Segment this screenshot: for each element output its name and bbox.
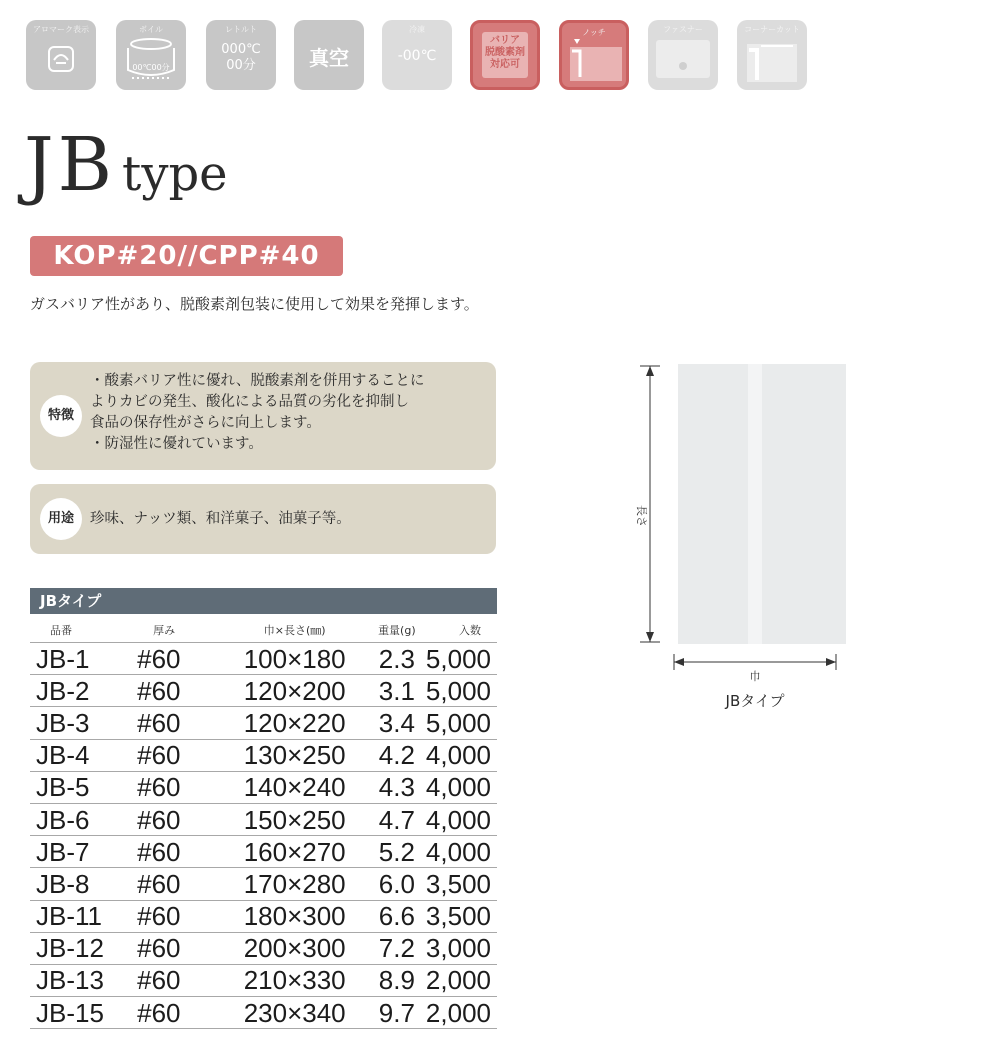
cell-quantity: 4,000	[426, 771, 497, 803]
fastener-icon-caption: ファスナー	[663, 25, 703, 34]
cell-weight: 4.3	[368, 771, 426, 803]
title-main: JB	[24, 122, 117, 208]
cell-size: 140×240	[222, 771, 368, 803]
cell-product-no: JB-1	[30, 643, 137, 675]
table-row	[30, 900, 497, 932]
barrier-icon-text: バリア 脱酸素剤 対応可	[485, 35, 525, 70]
table-row	[30, 675, 497, 707]
aroma-icon	[26, 20, 96, 90]
cell-weight: 7.2	[368, 932, 426, 964]
table-row	[30, 932, 497, 964]
table-row	[30, 771, 497, 803]
cell-quantity: 3,500	[426, 900, 497, 932]
notch-icon-caption: ノッチ	[582, 28, 606, 37]
cell-product-no: JB-13	[30, 964, 137, 996]
cell-thickness: #60	[137, 739, 221, 771]
boil-icon-caption: ボイル	[139, 25, 163, 34]
aroma-symbol-icon	[46, 44, 76, 74]
cell-thickness: #60	[137, 643, 221, 675]
table-row	[30, 707, 497, 739]
spec-table	[30, 618, 497, 1029]
cell-product-no: JB-3	[30, 707, 137, 739]
title-sub: type	[122, 146, 228, 202]
table-row	[30, 739, 497, 771]
fastener-icon	[648, 20, 718, 90]
table-row	[30, 643, 497, 675]
cell-quantity: 5,000	[426, 707, 497, 739]
product-description: ガスバリア性があり、脱酸素剤包装に使用して効果を発揮します。	[30, 295, 479, 313]
diagram-caption: JBタイプ	[725, 692, 785, 710]
freeze-icon-text: -00℃	[397, 48, 437, 64]
table-row	[30, 836, 497, 868]
arrow-right-icon	[826, 658, 836, 666]
cell-size: 170×280	[222, 868, 368, 900]
cell-thickness: #60	[137, 900, 221, 932]
cell-product-no: JB-8	[30, 868, 137, 900]
cell-thickness: #60	[137, 997, 221, 1029]
bag-seam	[748, 364, 762, 644]
features-line: よりカビの発生、酸化による品質の劣化を抑制し	[90, 394, 409, 410]
header-thickness: 厚み	[153, 624, 176, 637]
cell-weight: 6.0	[368, 868, 426, 900]
boil-icon	[116, 20, 186, 90]
cell-weight: 2.3	[368, 643, 426, 675]
corner-cut-bag-icon	[743, 36, 801, 84]
width-label: 巾	[749, 670, 761, 683]
table-body	[30, 643, 497, 1029]
cell-weight: 3.4	[368, 707, 426, 739]
cell-weight: 3.1	[368, 675, 426, 707]
cell-product-no: JB-12	[30, 932, 137, 964]
cell-quantity: 3,000	[426, 932, 497, 964]
features-text	[90, 371, 486, 455]
usage-label: 用途	[40, 498, 82, 540]
retort-icon-text: 000℃ 00分	[221, 42, 261, 73]
cell-quantity: 2,000	[426, 997, 497, 1029]
cell-thickness: #60	[137, 707, 221, 739]
retort-icon	[206, 20, 276, 90]
corner-cut-icon-caption: コーナーカット	[744, 25, 800, 34]
cell-product-no: JB-7	[30, 836, 137, 868]
cell-product-no: JB-6	[30, 803, 137, 835]
header-quantity: 入数	[459, 624, 481, 637]
features-line: 食品の保存性がさらに向上します。	[90, 415, 321, 431]
pot-icon	[122, 36, 180, 84]
features-line: ・酸素バリア性に優れ、脱酸素剤を併用することに	[90, 373, 425, 389]
cell-size: 150×250	[222, 803, 368, 835]
cell-weight: 9.7	[368, 997, 426, 1029]
cell-weight: 4.7	[368, 803, 426, 835]
cell-size: 120×200	[222, 675, 368, 707]
features-panel	[30, 362, 496, 470]
cell-thickness: #60	[137, 771, 221, 803]
table-header-row	[30, 618, 497, 643]
cell-quantity: 4,000	[426, 739, 497, 771]
cell-weight: 4.2	[368, 739, 426, 771]
cell-weight: 8.9	[368, 964, 426, 996]
notch-icon	[559, 20, 629, 90]
length-label: 長さ	[635, 505, 648, 527]
table-row	[30, 868, 497, 900]
arrow-left-icon	[674, 658, 684, 666]
cell-thickness: #60	[137, 964, 221, 996]
cell-quantity: 5,000	[426, 643, 497, 675]
cell-product-no: JB-11	[30, 900, 137, 932]
cell-size: 230×340	[222, 997, 368, 1029]
cell-thickness: #60	[137, 932, 221, 964]
arrow-up-icon	[646, 366, 654, 376]
cell-quantity: 5,000	[426, 675, 497, 707]
freeze-icon	[382, 20, 452, 90]
boil-icon-text: 00℃00分	[132, 63, 170, 72]
cell-thickness: #60	[137, 868, 221, 900]
cell-quantity: 4,000	[426, 836, 497, 868]
cell-size: 200×300	[222, 932, 368, 964]
cell-quantity: 2,000	[426, 964, 497, 996]
bag-diagram	[630, 360, 870, 720]
cell-thickness: #60	[137, 803, 221, 835]
vacuum-icon	[294, 20, 364, 90]
retort-icon-caption: レトルト	[225, 25, 257, 34]
features-line: ・防湿性に優れています。	[90, 436, 263, 452]
cell-quantity: 4,000	[426, 803, 497, 835]
usage-text: 珍味、ナッツ類、和洋菓子、油菓子等。	[90, 511, 351, 527]
cell-product-no: JB-5	[30, 771, 137, 803]
corner-cut-icon	[737, 20, 807, 90]
table-row	[30, 803, 497, 835]
aroma-icon-caption: アロマーク表示	[33, 25, 89, 34]
cell-size: 130×250	[222, 739, 368, 771]
cell-thickness: #60	[137, 836, 221, 868]
header-size: 巾×長さ(㎜)	[263, 624, 326, 637]
table-row	[30, 964, 497, 996]
cell-product-no: JB-4	[30, 739, 137, 771]
barrier-icon	[470, 20, 540, 90]
cell-size: 120×220	[222, 707, 368, 739]
cell-weight: 6.6	[368, 900, 426, 932]
cell-size: 180×300	[222, 900, 368, 932]
cell-product-no: JB-15	[30, 997, 137, 1029]
usage-panel	[30, 484, 496, 554]
cell-size: 100×180	[222, 643, 368, 675]
cell-size: 210×330	[222, 964, 368, 996]
cell-product-no: JB-2	[30, 675, 137, 707]
header-product-no: 品番	[50, 624, 72, 637]
material-badge: KOP#20//CPP#40	[30, 236, 343, 276]
notch-bag-icon	[568, 37, 624, 85]
table-row	[30, 997, 497, 1029]
vacuum-icon-text: 真空	[309, 46, 349, 70]
table-title: JBタイプ	[30, 588, 497, 614]
features-label: 特徴	[40, 395, 82, 437]
cell-weight: 5.2	[368, 836, 426, 868]
fastener-bag-icon	[654, 38, 712, 82]
cell-thickness: #60	[137, 675, 221, 707]
arrow-down-icon	[646, 632, 654, 642]
cell-size: 160×270	[222, 836, 368, 868]
header-weight: 重量(g)	[378, 624, 416, 637]
cell-quantity: 3,500	[426, 868, 497, 900]
freeze-icon-caption: 冷凍	[409, 25, 425, 34]
page-title	[24, 122, 228, 208]
